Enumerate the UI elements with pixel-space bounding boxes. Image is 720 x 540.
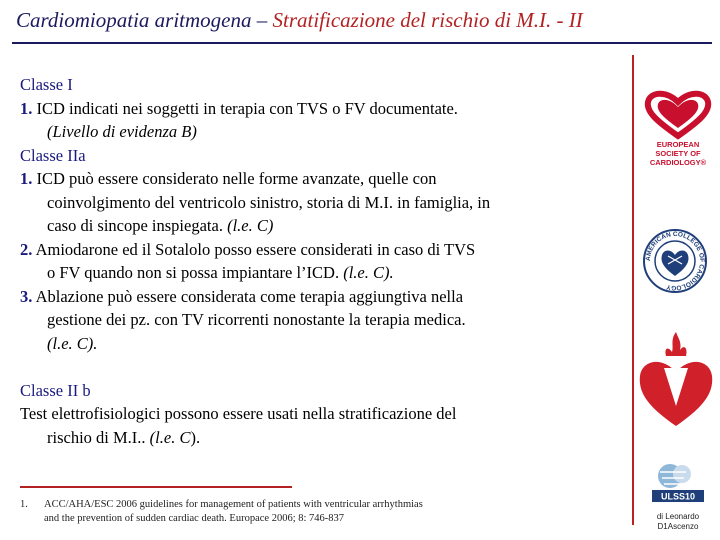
class-iia-item-1: 1. ICD può essere considerato nelle forme avanzate, quelle con: [20, 169, 437, 188]
class-i-heading: Classe I: [20, 75, 73, 94]
heart-torch-icon: [636, 330, 716, 430]
title-divider: [12, 42, 712, 44]
slide-title: [16, 8, 716, 33]
ulss-logo: [648, 462, 706, 506]
esc-logo: [640, 90, 716, 185]
title-main: Cardiomiopatia aritmogena –: [16, 8, 273, 32]
class-i-item-1: 1. ICD indicati nei soggetti in terapia con TVS o FV documentate.: [20, 98, 458, 118]
aha-heart-torch-logo: [636, 330, 716, 430]
class-iia-heading: Classe IIa: [20, 145, 86, 165]
footnote-line-2: and the prevention of sudden cardiac death. Europace 2006; 8: 746-837: [44, 513, 345, 524]
title-accent: Stratificazione del rischio di M.I. - II: [272, 8, 583, 32]
acc-seal-logo: [642, 228, 708, 294]
class-iia-item-3: 3. Ablazione può essere considerata come terapia aggiungtiva nella: [20, 286, 464, 306]
footnote-number: 1.: [20, 499, 28, 510]
ulss-mark-icon: [648, 462, 706, 506]
class-i-item-1-note: (Livello di evidenza B): [47, 122, 197, 141]
author-credit: di Leonardo D1Ascenzo: [656, 512, 700, 531]
footnote: [20, 498, 600, 526]
class-iib-heading: Classe II b: [20, 380, 91, 400]
guidelines-content: Classe I 1. ICD indicati nei soggetti in terapia con TVS o FV documentate. (Livello di evidenza B) Classe IIa 1. ICD può essere considerato nelle forme avanzate, quelle con coinvolgimento del ventricolo sinistro, storia di M.I. in famiglia, in caso di sincope inspiegata. (l.e. C) 2. Amiodarone ed il Sotalolo posso essere considerati in caso di TVS o FV quando non si possa impiantare l’ICD. (l.e. C). 3. Ablazione può essere considerata come terapia aggiungtiva nella gestione dei pz. con TV ricorrenti nonostante la terapia medica. (l.e. C). Classe II b Test elettrofisiologici possono essere usati nella stratificazione del rischio di M.I.. (l.e. C).: [20, 73, 620, 449]
esc-logo-text: EUROPEAN SOCIETY OF CARDIOLOGY®: [649, 140, 707, 167]
svg-text:ULSS10: ULSS10: [660, 491, 696, 502]
esc-heart-icon: [640, 90, 716, 140]
class-iia-item-2: 2. Amiodarone ed il Sotalolo posso essere considerati in caso di TVS: [20, 239, 476, 259]
class-iib-text: Test elettrofisiologici possono essere usati nella stratificazione del: [20, 404, 457, 423]
sidebar-divider: [632, 55, 634, 525]
svg-text:AMERICAN COLLEGE OF CARDIOLOGY: AMERICAN COLLEGE OF CARDIOLOGY: [644, 230, 706, 292]
footnote-divider: [20, 486, 292, 488]
acc-seal-icon: [642, 228, 708, 294]
footnote-line-1: ACC/AHA/ESC 2006 guidelines for management of patients with ventricular arrhythmias: [44, 499, 423, 510]
